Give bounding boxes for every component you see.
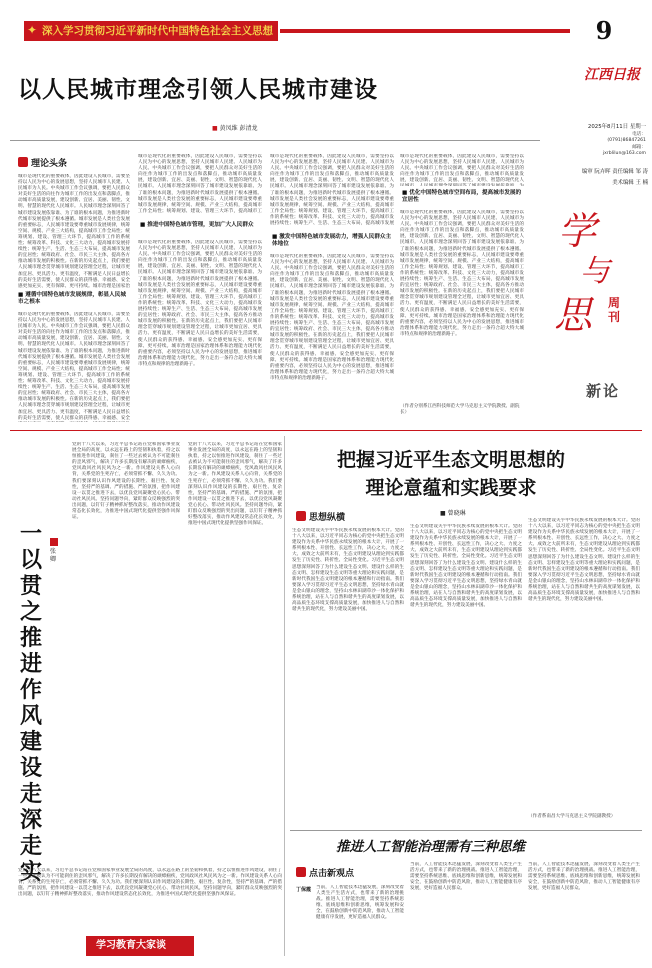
article1-subhead-4: ■ 优化中国特色城市空间布局，提高城市发展的宜居性 (402, 190, 522, 203)
issue-date: 2025年8月11日 星期一 (587, 124, 646, 130)
editor-line: 编审 阮卉晖 责任编辑 邹 涛 (581, 169, 648, 175)
article4-tag (296, 866, 406, 878)
article1-body-col4b: 城市是现代化的重要载体，因此建设人民城市，需要坚持以人民为中心的发展思想，坚持人民城市人民建、人民城市为人民。中央城市工作会议强调，要把人民群众对美好生活的向往作为城市工作的出发点和落脚点，推动城市高质量发展，建设创新、宜居、美丽、韧性、文明、智慧的现代化人民城市。人民城市理念深刻回答了城市建设发展依靠谁、为了谁的根本问题，为推进新时代城市发展提供了根本遵循。城市发展是人类社会发展的重要标志，人民城市建设要尊重城市发展规律，统筹空间、规模、产业三大结构，提高城市工作全局性；统筹规划、建设、管理三大环节，提高城市工作的系统性；统筹改革、科技、文化三大动力，提高城市发展持续性；统筹生产、生活、生态三大布局，提高城市发展的宜居性；统筹政府、社会、市民三大主体，提高各方推动城市发展的积极性。在新的历史起点上，我们要把人民城市理念贯穿城市规划建设管理全过程，让城市更加宜居、更具活力、更有温度，不断满足人民日益增长的美好生活需要，使人民群众的获得感、幸福感、安全感更加充实、更有保障、更可持续。城市治理是国家治理体系和治理能力现代化的重要内容，必须坚持以人民为中心的发展思想，推进城市治理体系和治理能力现代化，努力走出一条符合超大特大城市特点和规律的治理新路子。 (400, 210, 524, 337)
study-talk-label: 学习教育大家谈 (96, 940, 166, 951)
article4-rule (290, 830, 642, 831)
top-banner (24, 21, 278, 41)
article1-rule (10, 140, 540, 141)
article1-body-col2b: 城市是现代化的重要载体，因此建设人民城市，需要坚持以人民为中心的发展思想，坚持人民城市人民建、人民城市为人民。中央城市工作会议强调，要把人民群众对美好生活的向往作为城市工作的出发点和落脚点，推动城市高质量发展，建设创新、宜居、美丽、韧性、文明、智慧的现代化人民城市。人民城市理念深刻回答了城市建设发展依靠谁、为了谁的根本问题，为推进新时代城市发展提供了根本遵循。城市发展是人类社会发展的重要标志，人民城市建设要尊重城市发展规律，统筹空间、规模、产业三大结构，提高城市工作全局性；统筹规划、建设、管理三大环节，提高城市工作的系统性；统筹改革、科技、文化三大动力，提高城市发展持续性；统筹生产、生活、生态三大布局，提高城市发展的宜居性；统筹政府、社会、市民三大主体，提高各方推动城市发展的积极性。在新的历史起点上，我们要把人民城市理念贯穿城市规划建设管理全过程，让城市更加宜居、更具活力、更有温度，不断满足人民日益增长的美好生活需要，使人民群众的获得感、幸福感、安全感更加充实、更有保障、更可持续。城市治理是国家治理体系和治理能力现代化的重要内容，必须坚持以人民为中心的发展思想，推进城市治理体系和治理能力现代化，努力走出一条符合超大特大城市特点和规律的治理新路子。 (138, 240, 262, 367)
banner-text: 深入学习贯彻习近平新时代中国特色社会主义思想 (42, 25, 273, 37)
article3-tag-icon (296, 511, 306, 521)
article1-footnote: （作者分别系江西科技师范大学马克思主义学院教授、副院长） (400, 404, 520, 415)
article4-author: 丁保霞 (296, 887, 312, 893)
article4-body-col3: 当前，人工智能技术迅猛发展，深刻改变着人类生产生活方式，也带来了新的治理挑战。推进人工智能治理，需要坚持系统思维、底线思维和创新思维，统筹发展和安全，在鼓励创新中防范风险，推动人工智能健康有序发展，更好造福人民群众。 (528, 862, 640, 892)
article4-body-col1: 当前，人工智能技术迅猛发展，深刻改变着人类生产生活方式，也带来了新的治理挑战。推进人工智能治理，需要坚持系统思维、底线思维和创新思维，统筹发展和安全，在鼓励创新中防范风险，推动人工智能健康有序发展，更好造福人民群众。 (316, 885, 404, 921)
article2-author-mark (50, 538, 58, 546)
article1-tag-icon (18, 157, 28, 167)
section-label: 新论 (586, 382, 621, 400)
article1-body-col3b: 城市是现代化的重要载体，因此建设人民城市，需要坚持以人民为中心的发展思想，坚持人民城市人民建、人民城市为人民。中央城市工作会议强调，要把人民群众对美好生活的向往作为城市工作的出发点和落脚点，推动城市高质量发展，建设创新、宜居、美丽、韧性、文明、智慧的现代化人民城市。人民城市理念深刻回答了城市建设发展依靠谁、为了谁的根本问题，为推进新时代城市发展提供了根本遵循。城市发展是人类社会发展的重要标志，人民城市建设要尊重城市发展规律，统筹空间、规模、产业三大结构，提高城市工作全局性；统筹规划、建设、管理三大环节，提高城市工作的系统性；统筹改革、科技、文化三大动力，提高城市发展持续性；统筹生产、生活、生态三大布局，提高城市发展的宜居性；统筹政府、社会、市民三大主体，提高各方推动城市发展的积极性。在新的历史起点上，我们要把人民城市理念贯穿城市规划建设管理全过程，让城市更加宜居、更具活力、更有温度，不断满足人民日益增长的美好生活需要，使人民群众的获得感、幸福感、安全感更加充实、更有保障、更可持续。城市治理是国家治理体系和治理能力现代化的重要内容，必须坚持以人民为中心的发展思想，推进城市治理体系和治理能力现代化，努力走出一条符合超大特大城市特点和规律的治理新路子。 (270, 254, 394, 381)
article3-author: ■ 曾晓琳 (440, 510, 466, 517)
article1-body-col3: 城市是现代化的重要载体，因此建设人民城市，需要坚持以人民为中心的发展思想，坚持人民城市人民建、人民城市为人民。中央城市工作会议强调，要把人民群众对美好生活的向往作为城市工作的出发点和落脚点，推动城市高质量发展，建设创新、宜居、美丽、韧性、文明、智慧的现代化人民城市。人民城市理念深刻回答了城市建设发展依靠谁、为了谁的根本问题，为推进新时代城市发展提供了根本遵循。城市发展是人类社会发展的重要标志，人民城市建设要尊重城市发展规律，统筹空间、规模、产业三大结构，提高城市工作全局性；统筹规划、建设、管理三大环节，提高城市工作的系统性；统筹改革、科技、文化三大动力，提高城市发展持续性；统筹生产、生活、生态三大布局，提高城市发展 (270, 154, 394, 226)
phone-label: 电话： (632, 132, 646, 137)
article4-tag-icon (296, 867, 306, 877)
article2-divider (284, 436, 285, 956)
article1-body-col1: 城市是现代化的重要载体，因此建设人民城市，需要坚持以人民为中心的发展思想，坚持人民城市人民建、人民城市为人民。中央城市工作会议强调，要把人民群众对美好生活的向往作为城市工作的出发点和落脚点，推动城市高质量发展，建设创新、宜居、美丽、韧性、文明、智慧的现代化人民城市。人民城市理念深刻回答了城市建设发展依靠谁、为了谁的根本问题，为推进新时代城市发展提供了根本遵循。城市发展是人类社会发展的重要标志，人民城市建设要尊重城市发展规律，统筹空间、规模、产业三大结构，提高城市工作全局性；统筹规划、建设、管理三大环节，提高城市工作的系统性；统筹改革、科技、文化三大动力，提高城市发展持续性；统筹生产、生活、生态三大布局，提高城市发展的宜居性；统筹政府、社会、市民三大主体，提高各方推动城市发展的积极性。在新的历史起点上，我们要把人民城市理念贯穿城市规划建设管理全过程，让城市更加宜居、更具活力、更有温度，不断满足人民日益增长的美好生活需要，使人民群众的获得感、幸福感、安全感更加充实、更有保障、更可持续。城市治理是国家治 (18, 174, 130, 288)
article1-body-col2: 城市是现代化的重要载体，因此建设人民城市，需要坚持以人民为中心的发展思想，坚持人民城市人民建、人民城市为人民。中央城市工作会议强调，要把人民群众对美好生活的向往作为城市工作的出发点和落脚点，推动城市高质量发展，建设创新、宜居、美丽、韧性、文明、智慧的现代化人民城市。人民城市理念深刻回答了城市建设发展依靠谁、为了谁的根本问题，为推进新时代城市发展提供了根本遵循。城市发展是人类社会发展的重要标志，人民城市建设要尊重城市发展规律，统筹空间、规模、产业三大结构，提高城市工作全局性；统筹规划、建设、管理三大环节，提高城市工 (138, 154, 262, 214)
paper-logo: 江西日报 (584, 67, 640, 83)
email-value: jxrblilun@163.com (602, 151, 646, 157)
article1-subhead-2: ■ 推进中国特色城市管理，更加广大人民群众 (140, 222, 254, 228)
email-label: 邮箱： (632, 144, 646, 150)
article3-footnote: （作者系南昌大学马克思主义学院副教授） (528, 814, 616, 819)
column-logo-char: 思 (554, 293, 593, 337)
article1-subhead-1: ■ 遵循中国特色城市发展规律，彰显人民城市之根本 (18, 292, 126, 305)
article2-author: 张 卿 (50, 548, 57, 563)
article1-body-col1b: 城市是现代化的重要载体，因此建设人民城市，需要坚持以人民为中心的发展思想，坚持人民城市人民建、人民城市为人民。中央城市工作会议强调，要把人民群众对美好生活的向往作为城市工作的出发点和落脚点，推动城市高质量发展，建设创新、宜居、美丽、韧性、文明、智慧的现代化人民城市。人民城市理念深刻回答了城市建设发展依靠谁、为了谁的根本问题，为推进新时代城市发展提供了根本遵循。城市发展是人类社会发展的重要标志，人民城市建设要尊重城市发展规律，统筹空间、规模、产业三大结构，提高城市工作全局性；统筹规划、建设、管理三大环节，提高城市工作的系统性；统筹改革、科技、文化三大动力，提高城市发展持续性；统筹生产、生活、生态三大布局，提高城市发展的宜居性；统筹政府、社会、市民三大主体，提高各方推动城市发展的积极性。在新的历史起点上，我们要把人民城市理念贯穿城市规划建设管理全过程，让城市更加宜居、更具活力、更有温度，不断满足人民日益增长的美好生活需要，使人民群众的获得感、幸福感、安全 (18, 312, 130, 421)
article3-body-col2: 生态文明建设关乎中华民族永续发展的根本大计。党的十八大以来，以习近平同志为核心的党中央把生态文明建设作为关系中华民族永续发展的根本大计，开展了一系列根本性、开创性、长远性工作，决心之大、力度之大、成效之大前所未有，生态文明建设从理论到实践都发生了历史性、转折性、全局性变化。习近平生态文明思想深刻回答了为什么建设生态文明、建设什么样的生态文明、怎样建设生态文明等重大理论和实践问题，是新时代我国生态文明建设的根本遵循和行动指南。我们要深入学习贯彻习近平生态文明思想，坚持绿水青山就是金山银山的理念，坚持山水林田湖草沙一体化保护和系统治理，站在人与自然和谐共生的高度谋划发展，以高品质生态环境支撑高质量发展，加快推进人与自然和谐共生的现代化，努力建设美丽中国。 (410, 524, 522, 609)
phone-value: (0791)86847261 (607, 138, 646, 144)
article2-body-col2: 党的十八大以来，习近平总书记站在党和国家事业发展全局的高度，以永远在路上的坚韧和执着，持之以恒推进作风建设，刹住了一些过去被认为不可能刹住的歪风邪气，解决了许多长期没有解决的顽瘴痼疾，党风政风社风民风为之一新。作风建设关系人心向背，关系党的生死存亡，必须常抓不懈、久久为功。我们要深刻认识作风建设的长期性、艰巨性、复杂性，坚持严的基调、严的措施、严的氛围，把作风建设一以贯之推进下去，以优良党风凝聚党心民心、带动社风民风。坚持问题导向，紧盯群众反映强烈的突出问题，以钉钉子精神抓好整改落实，推动作风建设常态化长效化，为推进中国式现代化提供坚强作风保证。 (188, 442, 282, 527)
column-logo-char: 与 (580, 254, 610, 289)
article3-body-col1: 生态文明建设关乎中华民族永续发展的根本大计。党的十八大以来，以习近平同志为核心的党中央把生态文明建设作为关系中华民族永续发展的根本大计，开展了一系列根本性、开创性、长远性工作，决心之大、力度之大、成效之大前所未有，生态文明建设从理论到实践都发生了历史性、转折性、全局性变化。习近平生态文明思想深刻回答了为什么建设生态文明、建设什么样的生态文明、怎样建设生态文明等重大理论和实践问题，是新时代我国生态文明建设的根本遵循和行动指南。我们要深入学习贯彻习近平生态文明思想，坚持绿水青山就是金山银山的理念，坚持山水林田湖草沙一体化保护和系统治理，站在人与自然和谐共生的高度谋划发展，以高品质生态环境支撑高质量发展，加快推进人与自然和谐共生的现代化，努力建设美丽中国。 (292, 528, 404, 613)
main-headline: 以人民城市理念引领人民城市建设 (18, 77, 378, 103)
star-icon: ✦ (27, 23, 38, 37)
article1-tag-label: 理论头条 (31, 158, 68, 169)
section-divider (10, 430, 642, 431)
article4-tag-label: 点击新观点 (309, 868, 355, 879)
contact-block (556, 132, 646, 158)
article3-tag-label: 思想纵横 (309, 512, 346, 523)
banner-stripe (280, 29, 570, 33)
article2-vertical-title: 一以贯之推进作风建设走深走实 (19, 522, 42, 885)
article1-subhead-3: ■ 激发中国特色城市发展动力，增强人民群众主体地位 (272, 234, 392, 247)
byline-authors: 黄凤维 彭清龙 (219, 125, 258, 132)
bottom-left-body: 党的十八大以来，习近平总书记站在党和国家事业发展全局的高度，以永远在路上的坚韧和执着，持之以恒推进作风建设，刹住了一些过去被认为不可能刹住的歪风邪气，解决了许多长期没有解决的顽瘴痼疾，党风政风社风民风为之一新。作风建设关系人心向背，关系党的生死存亡，必须常抓不懈、久久为功。我们要深刻认识作风建设的长期性、艰巨性、复杂性，坚持严的基调、严的措施、严的氛围，把作风建设一以贯之推进下去，以优良党风凝聚党心民心、带动社风民风。坚持问题导向，紧盯群众反映强烈的突出问题，以钉钉子精神抓好整改落实，推动作风建设常态化长效化，为推进中国式现代化提供坚强作风保证。 (18, 868, 282, 898)
study-talk-banner (86, 936, 194, 956)
article3-body-col3: 生态文明建设关乎中华民族永续发展的根本大计。党的十八大以来，以习近平同志为核心的党中央把生态文明建设作为关系中华民族永续发展的根本大计，开展了一系列根本性、开创性、长远性工作，决心之大、力度之大、成效之大前所未有，生态文明建设从理论到实践都发生了历史性、转折性、全局性变化。习近平生态文明思想深刻回答了为什么建设生态文明、建设什么样的生态文明、怎样建设生态文明等重大理论和实践问题，是新时代我国生态文明建设的根本遵循和行动指南。我们要深入学习贯彻习近平生态文明思想，坚持绿水青山就是金山银山的理念，坚持山水林田湖草沙一体化保护和系统治理，站在人与自然和谐共生的高度谋划发展，以高品质生态环境支撑高质量发展，加快推进人与自然和谐共生的现代化，努力建设美丽中国。 (528, 518, 640, 603)
article4-headline: 推进人工智能治理需有三种思维 (336, 839, 525, 855)
art-editor-line: 美术编辑 王 楠 (612, 180, 648, 186)
column-logo-char: 学 (558, 209, 597, 253)
page-number: 9 (595, 16, 613, 45)
weekly-label: 周刊 (608, 296, 621, 324)
article3-tag (296, 510, 406, 522)
article1-byline (212, 123, 258, 132)
article1-tag (18, 156, 118, 168)
column-logo (540, 200, 640, 440)
article3-headline-2: 理论意蕴和实践要求 (365, 477, 537, 499)
article1-body-col4: 城市是现代化的重要载体，因此建设人民城市，需要坚持以人民为中心的发展思想，坚持人民城市人民建、人民城市为人民。中央城市工作会议强调，要把人民群众对美好生活的向往作为城市工作的出发点和落脚点，推动城市高质量发展，建设创新、宜居、美丽、韧性、文明、智慧的现代化人 (400, 154, 524, 184)
article2-body-col1: 党的十八大以来，习近平总书记站在党和国家事业发展全局的高度，以永远在路上的坚韧和执着，持之以恒推进作风建设，刹住了一些过去被认为不可能刹住的歪风邪气，解决了许多长期没有解决的顽瘴痼疾，党风政风社风民风为之一新。作风建设关系人心向背，关系党的生死存亡，必须常抓不懈、久久为功。我们要深刻认识作风建设的长期性、艰巨性、复杂性，坚持严的基调、严的措施、严的氛围，把作风建设一以贯之推进下去，以优良党风凝聚党心民心、带动社风民风。坚持问题导向，紧盯群众反映强烈的突出问题，以钉钉子精神抓好整改落实，推动作风建设常态化长效化，为推进中国式现代化提供坚强作风保证。 (72, 442, 180, 521)
article3-headline-1: 把握习近平生态文明思想的 (336, 449, 565, 471)
byline-marker: ■ (212, 125, 218, 132)
article4-body-col2: 当前，人工智能技术迅猛发展，深刻改变着人类生产生活方式，也带来了新的治理挑战。推进人工智能治理，需要坚持系统思维、底线思维和创新思维，统筹发展和安全，在鼓励创新中防范风险，推动人工智能健康有序发展，更好造福人民群众。 (410, 862, 522, 892)
